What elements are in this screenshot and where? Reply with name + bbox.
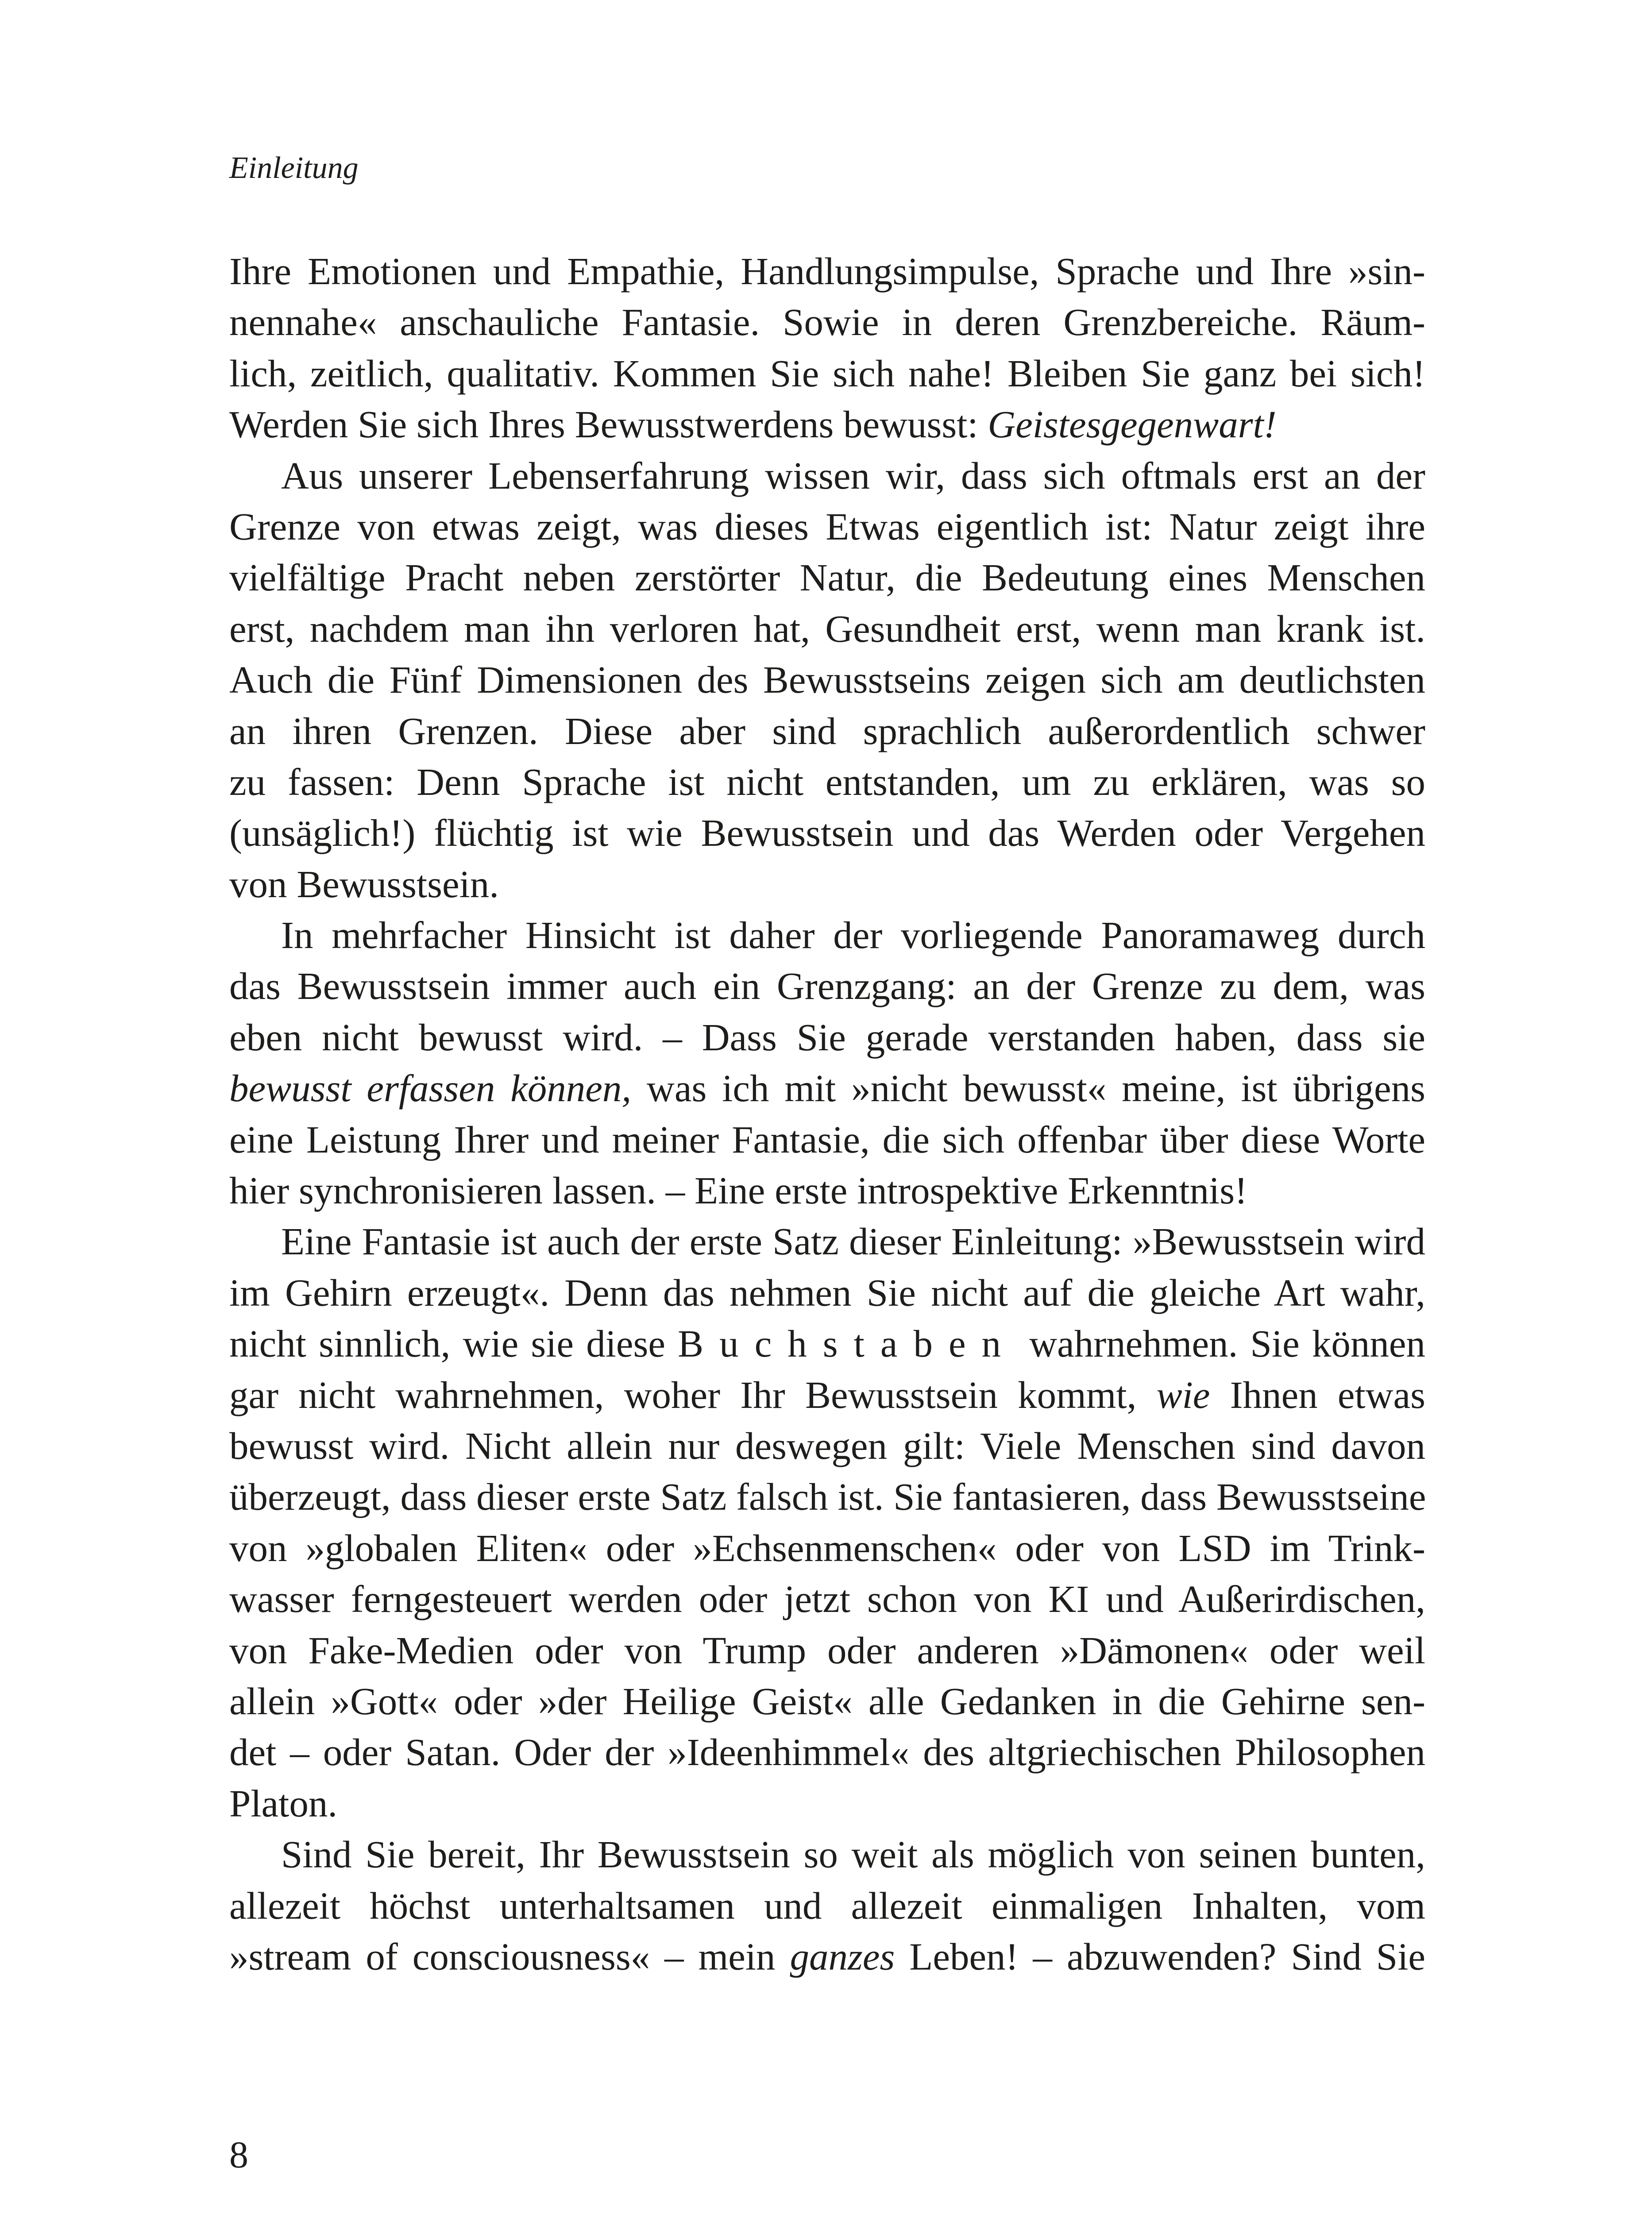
text-line: eine Leistung Ihrer und meiner Fantasie, die sich offenbar über diese Worte	[229, 1118, 1425, 1161]
text-line	[229, 1369, 1425, 1420]
text-run: »stream of consciousness« – mein	[229, 1935, 790, 1978]
text-line: allezeit höchst unterhaltsamen und allezeit einmaligen Inhalten, vom	[229, 1884, 1425, 1927]
text-line: lich, zeitlich, qualitativ. Kommen Sie sich nahe! Bleiben Sie ganz bei sich!	[229, 351, 1425, 395]
text-line: Ihre Emotionen und Empathie, Handlungsimpulse, Sprache und Ihre »sin-	[229, 250, 1425, 293]
running-head: Einleitung	[229, 151, 359, 185]
text-line: In mehrfacher Hinsicht ist daher der vorliegende Panoramaweg durch	[281, 914, 1425, 957]
text-line	[229, 399, 1425, 450]
text-line: von Fake-Medien oder von Trump oder anderen »Dämonen« oder weil	[229, 1628, 1425, 1672]
text-line	[229, 1063, 1425, 1114]
text-line: Aus unserer Lebenserfahrung wissen wir, dass sich oftmals erst an der	[281, 454, 1425, 497]
paragraph-3	[229, 910, 1425, 1216]
paragraph-5	[229, 1829, 1425, 1982]
paragraph-2	[229, 450, 1425, 910]
text-line: nennahe« anschauliche Fantasie. Sowie in deren Grenzbereiche. Räum-	[229, 301, 1425, 344]
body-text	[229, 246, 1425, 1982]
text-run: was ich mit »nicht bewusst« meine, ist übrigens	[631, 1067, 1425, 1110]
text-line: hier synchronisieren lassen. – Eine erste introspektive Erkenntnis!	[229, 1169, 1248, 1212]
text-line	[229, 1931, 1425, 1982]
text-line: erst, nachdem man ihn verloren hat, Gesundheit erst, wenn man krank ist.	[229, 607, 1425, 650]
text-line: Auch die Fünf Dimensionen des Bewusstseins zeigen sich am deutlichsten	[229, 658, 1425, 702]
text-line: Sind Sie bereit, Ihr Bewusstsein so weit als möglich von seinen bunten,	[281, 1833, 1425, 1876]
italic-run: Geistesgegenwart!	[988, 403, 1277, 446]
text-line	[229, 1318, 1425, 1369]
text-run: wahrnehmen. Sie können	[1017, 1322, 1425, 1365]
italic-run: wie	[1156, 1373, 1210, 1416]
text-line: im Gehirn erzeugt«. Denn das nehmen Sie nicht auf die gleiche Art wahr,	[229, 1271, 1425, 1314]
text-line: wasser ferngesteuert werden oder jetzt schon von KI und Außerirdischen,	[229, 1577, 1425, 1621]
italic-run: bewusst erfassen können,	[229, 1067, 632, 1110]
text-line: det – oder Satan. Oder der »Ideenhimmel« des altgriechischen Philosophen	[229, 1731, 1425, 1774]
text-line: vielfältige Pracht neben zerstörter Natur, die Bedeutung eines Menschen	[229, 556, 1425, 599]
text-line: (unsäglich!) flüchtig ist wie Bewusstsein und das Werden oder Vergehen	[229, 811, 1425, 855]
text-run: nicht sinnlich, wie sie diese	[229, 1322, 678, 1365]
text-line: an ihren Grenzen. Diese aber sind sprachlich außerordentlich schwer	[229, 709, 1425, 752]
text-line: das Bewusstsein immer auch ein Grenzgang: an der Grenze zu dem, was	[229, 964, 1425, 1008]
page-number: 8	[229, 2133, 248, 2176]
text-line: von Bewusstsein.	[229, 862, 499, 906]
text-run: Ihnen etwas	[1210, 1373, 1425, 1416]
paragraph-1	[229, 246, 1425, 450]
text-line: eben nicht bewusst wird. – Dass Sie gerade verstanden haben, dass sie	[229, 1015, 1425, 1059]
text-run: Leben! – abzuwenden? Sind Sie	[895, 1935, 1425, 1978]
italic-run: ganzes	[790, 1935, 895, 1978]
text-line: Eine Fantasie ist auch der erste Satz dieser Einleitung: »Bewusstsein wird	[281, 1220, 1425, 1263]
text-line: Platon.	[229, 1781, 338, 1825]
text-line: überzeugt, dass dieser erste Satz falsch ist. Sie fantasieren, dass Bewusstseine	[229, 1475, 1426, 1519]
text-line: bewusst wird. Nicht allein nur deswegen gilt: Viele Menschen sind davon	[229, 1424, 1425, 1467]
paragraph-4	[229, 1216, 1425, 1829]
text-run: Werden Sie sich Ihres Bewusstwerdens bewusst:	[229, 403, 988, 446]
letterspaced-word: Buchstaben	[678, 1322, 1017, 1365]
text-line: Grenze von etwas zeigt, was dieses Etwas eigentlich ist: Natur zeigt ihre	[229, 505, 1425, 548]
text-run: gar nicht wahrnehmen, woher Ihr Bewusstsein kommt,	[229, 1373, 1157, 1416]
text-line: allein »Gott« oder »der Heilige Geist« alle Gedanken in die Gehirne sen-	[229, 1679, 1425, 1723]
text-line: von »globalen Eliten« oder »Echsenmenschen« oder von LSD im Trink-	[229, 1526, 1425, 1569]
text-line: zu fassen: Denn Sprache ist nicht entstanden, um zu erklären, was so	[229, 760, 1425, 803]
